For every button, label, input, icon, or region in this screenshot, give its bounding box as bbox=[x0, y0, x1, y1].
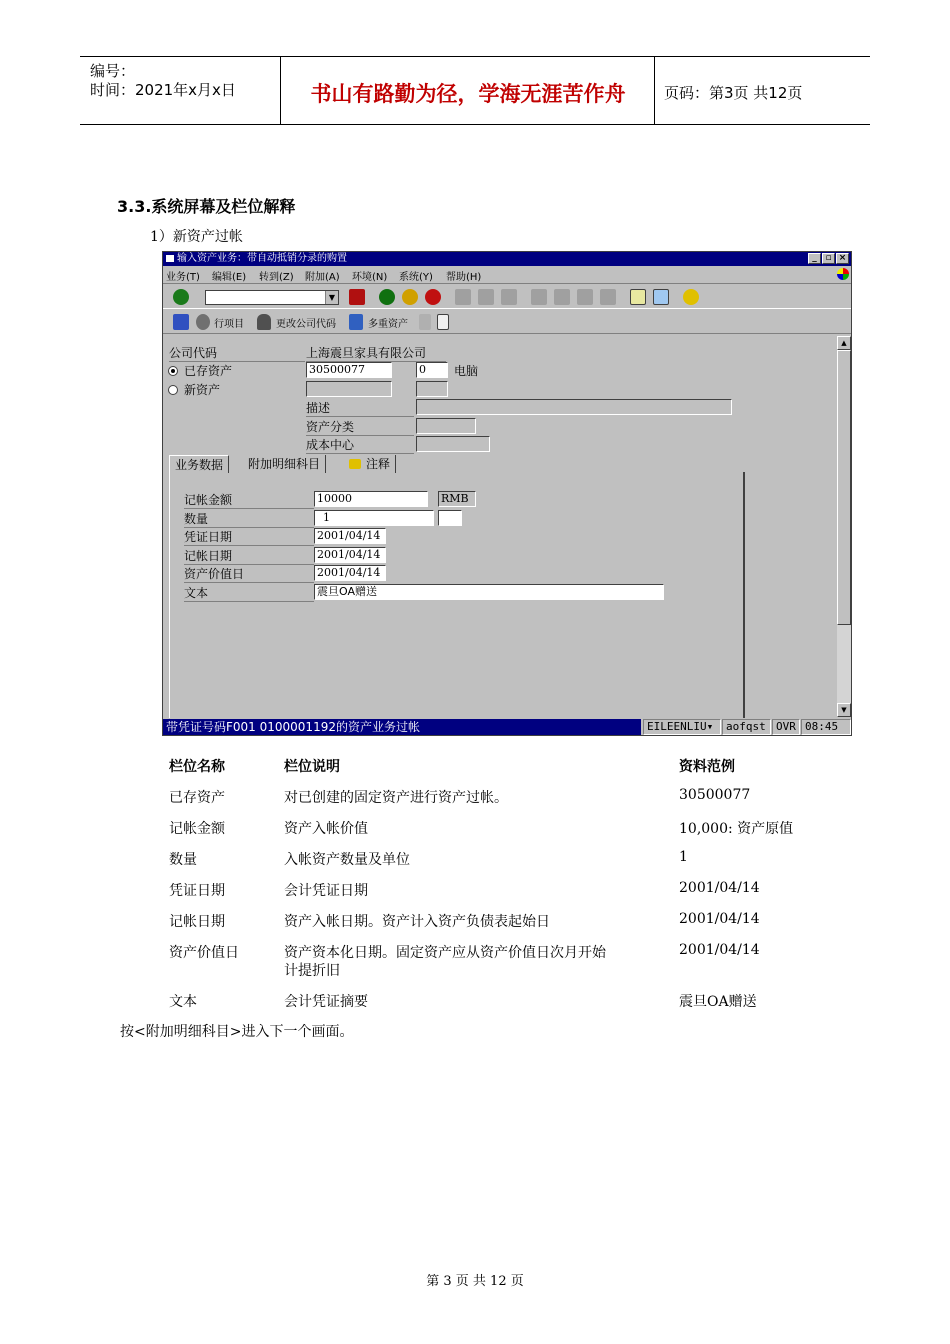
new-asset-radio[interactable] bbox=[168, 385, 178, 395]
currency-field[interactable]: RMB bbox=[438, 491, 476, 507]
column-header-description: 栏位说明 bbox=[284, 759, 340, 775]
column-header-name: 栏位名称 bbox=[169, 759, 225, 775]
restore-icon[interactable]: ▫ bbox=[822, 253, 835, 264]
page-label: 页码：第3页 共12页 bbox=[664, 84, 803, 102]
time-label: 时间：2021年x月x日 bbox=[90, 81, 236, 99]
quantity-label: 数量 bbox=[184, 510, 314, 528]
status-mode: OVR bbox=[772, 719, 800, 735]
standard-toolbar bbox=[163, 283, 851, 309]
scroll-thumb[interactable] bbox=[837, 350, 851, 625]
company-code-label: 公司代码 bbox=[169, 344, 305, 362]
posting-amount-label: 记帐金额 bbox=[184, 491, 314, 509]
table-cell-description: 对已创建的固定资产进行资产过帐。 bbox=[284, 790, 508, 806]
help-icon[interactable] bbox=[683, 289, 699, 305]
tab-additional-details[interactable]: 附加明细科目 bbox=[243, 455, 326, 473]
first-page-icon[interactable] bbox=[531, 289, 547, 305]
cost-center-field[interactable] bbox=[416, 436, 490, 452]
sub-title: 1）新资产过帐 bbox=[150, 229, 243, 245]
table-cell-example: 30500077 bbox=[679, 787, 751, 803]
menu-goto[interactable]: 转到(Z) bbox=[259, 272, 294, 283]
table-cell-example: 2001/04/14 bbox=[679, 942, 760, 958]
asset-number-field[interactable]: 30500077 bbox=[306, 362, 392, 378]
value-date-field[interactable]: 2001/04/14 bbox=[314, 565, 386, 581]
status-user-text: EILEENLIU bbox=[647, 720, 707, 733]
find-icon[interactable] bbox=[478, 289, 494, 305]
next-page-icon[interactable] bbox=[577, 289, 593, 305]
header-top-rule bbox=[80, 56, 870, 57]
header-divider bbox=[654, 56, 655, 125]
quantity-field[interactable]: 1 bbox=[314, 510, 434, 526]
existing-asset-label: 已存资产 bbox=[184, 364, 233, 378]
status-message: 带凭证号码F001 0100001192的资产业务过帐 bbox=[163, 719, 641, 735]
back-icon[interactable] bbox=[379, 289, 395, 305]
minimize-icon[interactable]: _ bbox=[808, 253, 821, 264]
table-cell-name: 数量 bbox=[169, 852, 197, 868]
table-cell-description: 会计凭证摘要 bbox=[284, 994, 368, 1010]
unit-field[interactable] bbox=[438, 510, 462, 526]
section-title: 3.3.系统屏幕及栏位解释 bbox=[117, 197, 296, 216]
display-icon[interactable] bbox=[419, 314, 431, 330]
number-label: 编号： bbox=[90, 62, 136, 80]
status-user[interactable]: EILEENLIU▾ bbox=[643, 719, 721, 735]
table-cell-description: 资产资本化日期。固定资产应从资产价值日次月开始 bbox=[284, 945, 606, 961]
description-field[interactable] bbox=[416, 399, 732, 415]
menu-help[interactable]: 帮助(H) bbox=[446, 272, 482, 283]
document-icon[interactable] bbox=[437, 314, 449, 330]
print-icon[interactable] bbox=[455, 289, 471, 305]
table-cell-name: 文本 bbox=[169, 994, 197, 1010]
menu-edit[interactable]: 编辑(E) bbox=[212, 272, 247, 283]
posting-date-field[interactable]: 2001/04/14 bbox=[314, 547, 386, 563]
new-asset-company-field[interactable] bbox=[416, 381, 448, 397]
table-cell-name: 资产价值日 bbox=[169, 945, 239, 961]
line-item-icon[interactable] bbox=[196, 314, 210, 330]
status-time: 08:45 bbox=[801, 719, 851, 735]
table-cell-description: 资产入帐价值 bbox=[284, 821, 368, 837]
exit-icon[interactable] bbox=[402, 289, 418, 305]
page-footer: 第 3 页 共 12 页 bbox=[426, 1274, 524, 1289]
tab-panel bbox=[169, 472, 745, 718]
change-company-icon[interactable] bbox=[257, 314, 271, 330]
menu-system[interactable]: 系统(Y) bbox=[399, 272, 433, 283]
table-cell-description: 入帐资产数量及单位 bbox=[284, 852, 410, 868]
new-asset-label: 新资产 bbox=[184, 383, 221, 397]
chevron-down-icon[interactable]: ▼ bbox=[325, 291, 338, 304]
text-field[interactable]: 震旦OA赠送 bbox=[314, 584, 664, 600]
document-date-label: 凭证日期 bbox=[184, 528, 314, 546]
new-session-icon[interactable] bbox=[630, 289, 646, 305]
shortcut-icon[interactable] bbox=[653, 289, 669, 305]
sap-window bbox=[162, 251, 852, 736]
instruction-note: 按<附加明细科目>进入下一个画面。 bbox=[120, 1024, 354, 1040]
menu-extras[interactable]: 附加(A) bbox=[305, 272, 340, 283]
table-cell-name: 记帐金额 bbox=[169, 821, 225, 837]
table-cell-description: 资产入帐日期。资产计入资产负债表起始日 bbox=[284, 914, 550, 930]
value-date-label: 资产价值日 bbox=[184, 565, 314, 583]
table-cell-example: 2001/04/14 bbox=[679, 880, 760, 896]
table-cell-example: 2001/04/14 bbox=[679, 911, 760, 927]
enter-icon[interactable] bbox=[173, 289, 189, 305]
tab-note[interactable]: 注释 bbox=[361, 455, 396, 473]
tab-transaction-data[interactable]: 业务数据 bbox=[169, 455, 229, 473]
change-company-button[interactable]: 更改公司代码 bbox=[276, 319, 336, 330]
previous-page-icon[interactable] bbox=[554, 289, 570, 305]
header-divider bbox=[280, 56, 281, 125]
cancel-icon[interactable] bbox=[425, 289, 441, 305]
application-toolbar bbox=[163, 310, 851, 334]
motto: 书山有路勤为径，学海无涯苦作舟 bbox=[310, 81, 626, 106]
asset-class-field[interactable] bbox=[416, 418, 476, 434]
table-cell-name: 记帐日期 bbox=[169, 914, 225, 930]
table-cell-example: 震旦OA赠送 bbox=[679, 994, 757, 1010]
menu-environment[interactable]: 环境(N) bbox=[352, 272, 388, 283]
menu-bar bbox=[163, 266, 851, 282]
status-host: aofqst bbox=[722, 719, 771, 735]
multiple-assets-button[interactable]: 多重资产 bbox=[368, 319, 408, 330]
menu-transaction[interactable]: 业务(T) bbox=[166, 272, 200, 283]
text-label: 文本 bbox=[184, 584, 314, 602]
description-label: 描述 bbox=[306, 399, 414, 417]
last-page-icon[interactable] bbox=[600, 289, 616, 305]
table-cell-example: 1 bbox=[679, 849, 688, 865]
document-date-field[interactable]: 2001/04/14 bbox=[314, 528, 386, 544]
posting-date-label: 记帐日期 bbox=[184, 547, 314, 565]
asset-class-label: 资产分类 bbox=[306, 418, 414, 436]
company-name: 上海震旦家具有限公司 bbox=[306, 344, 446, 362]
title-bar bbox=[163, 252, 851, 266]
find-next-icon[interactable] bbox=[501, 289, 517, 305]
overview-icon[interactable] bbox=[173, 314, 189, 330]
note-icon bbox=[349, 459, 361, 469]
command-field[interactable] bbox=[205, 290, 339, 305]
table-cell-name: 已存资产 bbox=[169, 790, 225, 806]
table-cell-description: 会计凭证日期 bbox=[284, 883, 368, 899]
asset-subnumber-field[interactable]: 0 bbox=[416, 362, 448, 378]
save-icon[interactable] bbox=[349, 289, 365, 305]
posting-amount-field[interactable]: 10000 bbox=[314, 491, 428, 507]
scroll-up-icon[interactable]: ▲ bbox=[837, 336, 851, 350]
column-header-example: 资料范例 bbox=[679, 759, 735, 775]
window-icon bbox=[166, 255, 174, 262]
new-asset-class-field[interactable] bbox=[306, 381, 392, 397]
asset-description-text: 电脑 bbox=[454, 364, 479, 378]
multiple-assets-icon[interactable] bbox=[349, 314, 363, 330]
line-item-button[interactable]: 行项目 bbox=[214, 319, 244, 330]
table-cell-description-continued: 计提折旧 bbox=[284, 963, 340, 979]
table-cell-example: 10,000: 资产原值 bbox=[679, 821, 794, 837]
close-icon[interactable]: × bbox=[836, 253, 849, 264]
table-cell-name: 凭证日期 bbox=[169, 883, 225, 899]
existing-asset-radio[interactable] bbox=[168, 366, 178, 376]
window-title: 输入资产业务：带自动抵销分录的购置 bbox=[177, 253, 347, 264]
layout-menu-icon[interactable] bbox=[837, 268, 849, 280]
header-bottom-rule bbox=[80, 124, 870, 125]
cost-center-label: 成本中心 bbox=[306, 436, 414, 454]
status-bar bbox=[163, 718, 851, 736]
scroll-down-icon[interactable]: ▼ bbox=[837, 703, 851, 717]
vertical-scrollbar[interactable] bbox=[837, 336, 851, 717]
